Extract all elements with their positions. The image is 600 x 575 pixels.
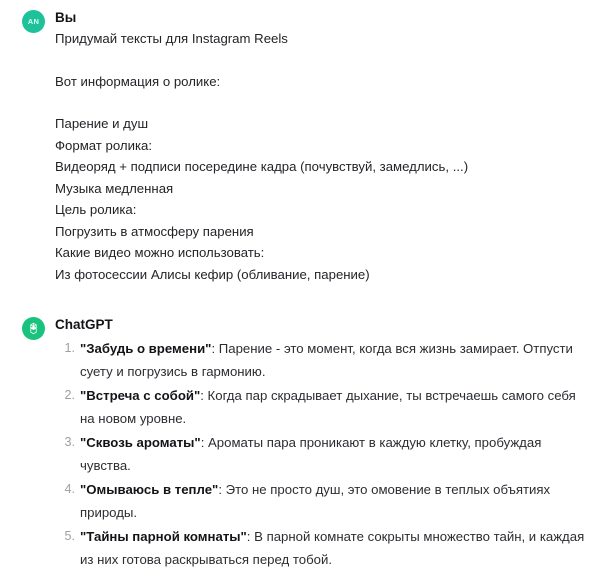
answer-item-title: "Омываюсь в тепле" — [80, 482, 219, 497]
user-avatar[interactable] — [22, 10, 45, 33]
user-paragraph: Музыка медленная — [55, 180, 174, 196]
user-paragraph: Парение и душ — [55, 116, 149, 131]
assistant-author-name: ChatGPT — [55, 317, 113, 332]
assistant-message — [22, 315, 586, 571]
openai-logo-icon — [26, 321, 41, 336]
answer-list-item — [80, 431, 586, 477]
user-message-body — [55, 28, 586, 285]
answer-item-body: : Когда пар скрадывает дыхание, ты встречаешь самого себя на новом уровне. — [80, 388, 576, 426]
answer-item-title: "Сквозь ароматы" — [80, 435, 201, 450]
answer-item-title: "Тайны парной комнаты" — [80, 529, 247, 544]
answer-item-body: : В парной комнате сокрыты множество тайн, и каждая из них готова раскрываться перед тобой. — [80, 529, 585, 567]
user-paragraph: Видеоряд + подписи посередине кадра (почувствуй, замедлись, ...) — [55, 159, 469, 174]
answer-list-item — [80, 337, 586, 383]
user-paragraph: Погрузить в атмосферу парения — [55, 223, 254, 239]
user-paragraph: Цель ролика: — [55, 202, 137, 217]
assistant-avatar[interactable] — [22, 317, 45, 340]
answer-list-item — [80, 384, 586, 430]
answer-item-body: : Это не просто душ, это омовение в теплых объятиях природы. — [80, 482, 551, 520]
answer-item-title: "Забудь о времени" — [80, 341, 212, 356]
user-paragraph: Формат ролика: — [55, 137, 153, 153]
user-paragraph: Какие видео можно использовать: — [55, 245, 265, 260]
user-paragraph: Придумай тексты для Instagram Reels — [55, 31, 288, 46]
answer-list-item — [80, 478, 586, 524]
user-message — [22, 8, 586, 285]
answer-list-item — [80, 525, 586, 571]
user-paragraph: Вот информация о ролике: — [55, 73, 221, 89]
answer-item-body: : Парение - это момент, когда вся жизнь замирает. Отпусти суету и погрузись в гармонию. — [80, 341, 573, 379]
user-author-name: Вы — [55, 10, 77, 25]
user-paragraph: Из фотосессии Алисы кефир (обливание, парение) — [55, 266, 370, 282]
answer-item-title: "Встреча с собой" — [80, 388, 201, 403]
user-avatar-initials: AN — [27, 16, 40, 26]
assistant-answer-list — [55, 337, 586, 571]
answer-item-body: : Ароматы пара проникают в каждую клетку, пробуждая чувства. — [80, 435, 542, 473]
